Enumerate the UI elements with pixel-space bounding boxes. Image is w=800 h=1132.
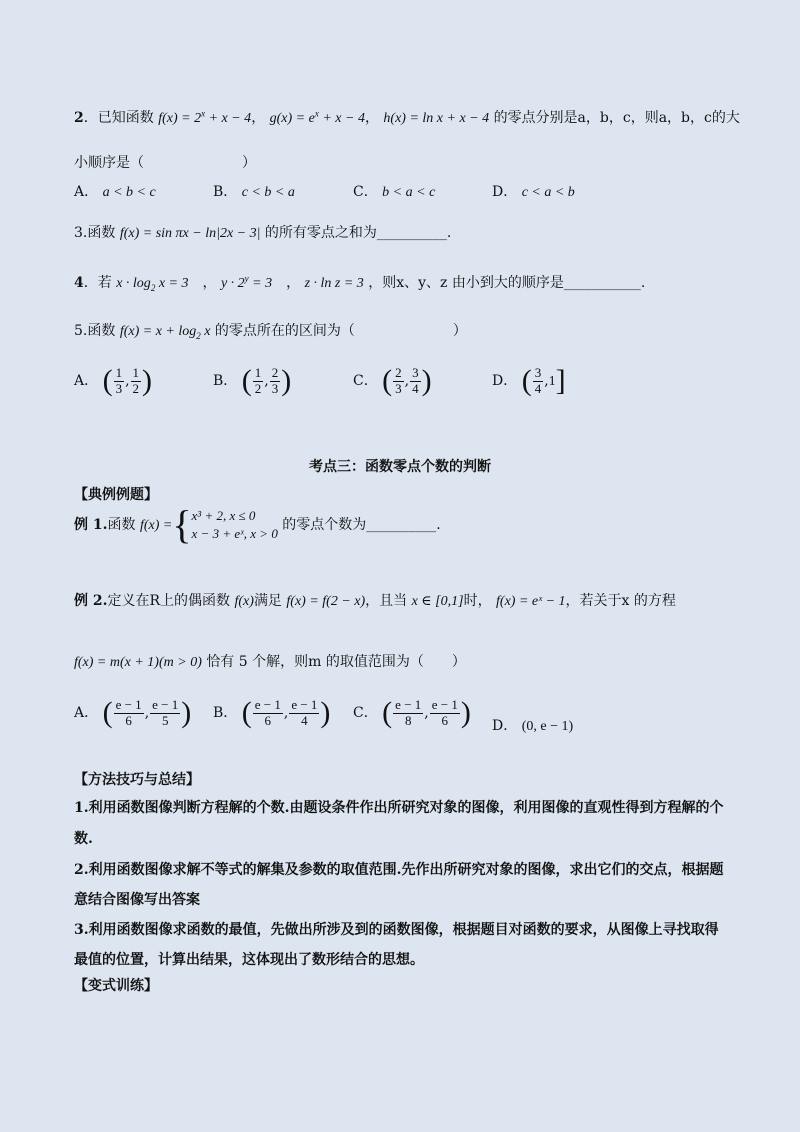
example-2-line-1: 例 2.定义在R上的偶函数 f(x)满足 f(x) = f(2 − x)，且当 x ∈ [0,1]时， f(x) = eˣ − 1，若关于x 的方程 (74, 593, 676, 609)
option-b[interactable]: B． c < b < a (213, 184, 295, 200)
question-2-line-2: 小顺序是（ ） (74, 155, 256, 171)
option-a[interactable]: A． ( $\frac{1}{3}$ , $\frac{1}{2}$ ) (74, 364, 153, 397)
formula: $f(x) = x + \log_2 x$ (119, 324, 211, 341)
formula: f(x) = sin πx − ln|2x − 3| (119, 226, 261, 241)
method-line-2: 数. (74, 831, 93, 847)
method-header: 【方法技巧与总结】 (74, 772, 200, 788)
option-d[interactable]: D． c < a < b (492, 184, 575, 200)
formula-3: z · ln z = 3 (304, 276, 364, 291)
question-4: 4．若 $x \cdot \log_2 x = 3$ ， $y \cdot 2^y = 3$ ， z · ln z = 3 ，则x、y、z 由小到大的顺序是___________. (74, 273, 646, 293)
question-3: 3.函数 f(x) = sin πx − ln|2x − 3| 的所有零点之和为__________. (74, 225, 452, 241)
question-2-line-1: 2．已知函数 $f(x) = 2^x + x - 4$， $g(x) = e^x + x - 4$， h(x) = ln x + x − 4 的零点分别是a，b，c，则a，b，c的大 (74, 108, 740, 126)
section-title: 考点三：函数零点个数的判断 (309, 459, 491, 475)
method-line-5: 3.利用函数图像求函数的最值，先做出所涉及到的函数图像，根据题目对函数的要求，从图像上寻找取得 (74, 922, 719, 938)
example-1: 例 1.函数 f(x) ={x³ + 2, x ≤ 0 x − 3 + eˣ, x > 0 的零点个数为__________. (74, 502, 441, 547)
method-line-3: 2.利用函数图像求解不等式的解集及参数的取值范围.先作出所研究对象的图像，求出它们的交点，根据题 (74, 862, 724, 878)
formula-2: $y \cdot 2^y = 3$ (220, 273, 273, 291)
method-line-6: 最值的位置，计算出结果，这体现出了数形结合的思想。 (74, 952, 424, 968)
method-line-4: 意结合图像写出答案 (74, 892, 200, 908)
examples-header: 【典例例题】 (74, 487, 158, 503)
formula-1: $x \cdot \log_2 x = 3$ (116, 276, 189, 293)
option-d[interactable]: D． (0, e − 1) (492, 718, 574, 734)
question-number: 2 (74, 110, 84, 126)
question-5: 5.函数 $f(x) = x + \log_2 x$ 的零点所在的区间为（ ） (74, 323, 467, 341)
formula-h: h(x) = ln x + x − 4 (383, 111, 490, 126)
formula-f: $f(x) = 2^x + x - 4$ (158, 108, 252, 126)
option-d[interactable]: D． ( $\frac{3}{4}$ ,1] (492, 364, 566, 397)
question-tail: 的零点分别是a，b，c，则a，b，c的大 (493, 110, 740, 126)
example-2-line-2: f(x) = m(x + 1)(m > 0) 恰有 5 个解，则m 的取值范围为（ ） (74, 654, 466, 670)
formula-g: $g(x) = e^x + x - 4$ (269, 108, 365, 126)
method-line-1: 1.利用函数图像判断方程解的个数.由题设条件作出所研究对象的图像，利用图像的直观性得到方程解的个 (74, 800, 724, 816)
option-a[interactable]: A． a < b < c (74, 184, 156, 200)
option-c[interactable]: C． ( $\frac{2}{3}$ , $\frac{3}{4}$ ) (353, 364, 432, 397)
option-c[interactable]: C． ( $\frac{e - 1}{8}$ , $\frac{e - 1}{6}$ ) (353, 696, 471, 729)
option-b[interactable]: B． ( $\frac{1}{2}$ , $\frac{2}{3}$ ) (213, 364, 292, 397)
practice-header: 【变式训练】 (74, 978, 158, 994)
question-intro: ．已知函数 (83, 110, 154, 126)
option-c[interactable]: C． b < a < c (353, 184, 436, 200)
option-a[interactable]: A． ( $\frac{e - 1}{6}$ , $\frac{e - 1}{5}$ ) (74, 696, 192, 729)
option-b[interactable]: B． ( $\frac{e - 1}{6}$ , $\frac{e - 1}{4}$ ) (213, 696, 331, 729)
